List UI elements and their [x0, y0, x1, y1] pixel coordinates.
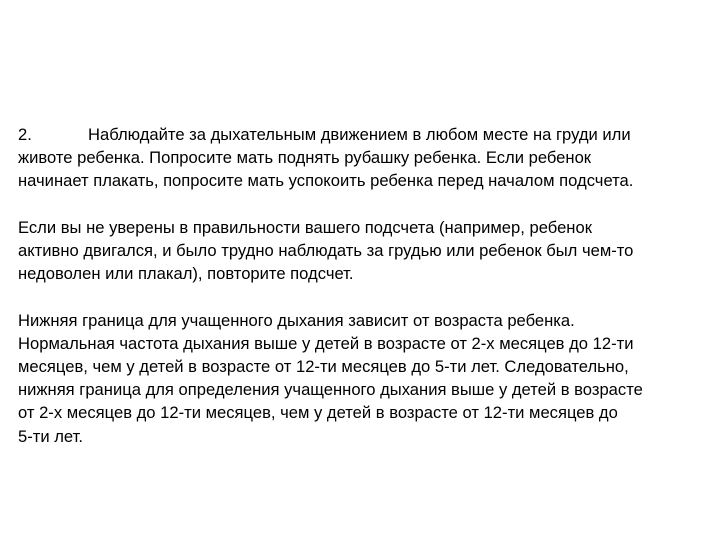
- text-line: 5-ти лет.: [18, 426, 83, 446]
- text-line: недоволен или плакал), повторите подсчет.: [18, 264, 354, 284]
- text-line: начинает плакать, попросите мать успокоить ребенка перед началом подсчета.: [18, 171, 634, 191]
- text-block: [18, 123, 710, 448]
- paragraph-fast-breathing-threshold: [18, 309, 710, 448]
- text-line: активно двигался, и было трудно наблюдать за грудью или ребенок был чем-то: [18, 241, 634, 260]
- paragraph-observe-breathing: [18, 123, 710, 193]
- text-line: Если вы не уверены в правильности вашего подсчета (например, ребенок: [18, 217, 592, 237]
- text-line: месяцев, чем у детей в возрасте от 12-ти месяцев до 5-ти лет. Следовательно,: [18, 357, 629, 376]
- text-line: нижняя граница для определения учащенного дыхания выше у детей в возрасте: [18, 380, 643, 400]
- item-number: 2.: [18, 125, 32, 144]
- text-line-content: Наблюдайте за дыхательным движением в любом месте на груди или: [88, 125, 631, 144]
- text-line: животе ребенка. Попросите мать поднять рубашку ребенка. Если ребенок: [18, 148, 592, 168]
- text-line: от 2-х месяцев до 12-ти месяцев, чем у детей в возрасте от 12-ти месяцев до: [18, 403, 618, 423]
- paragraph-repeat-count: [18, 216, 710, 286]
- paragraph-gap: [18, 193, 710, 216]
- text-line: [18, 123, 710, 146]
- text-line: Нижняя граница для учащенного дыхания зависит от возраста ребенка.: [18, 310, 575, 330]
- paragraph-gap: [18, 285, 710, 308]
- text-line: Нормальная частота дыхания выше у детей в возрасте от 2-х месяцев до 12-ти: [18, 333, 634, 353]
